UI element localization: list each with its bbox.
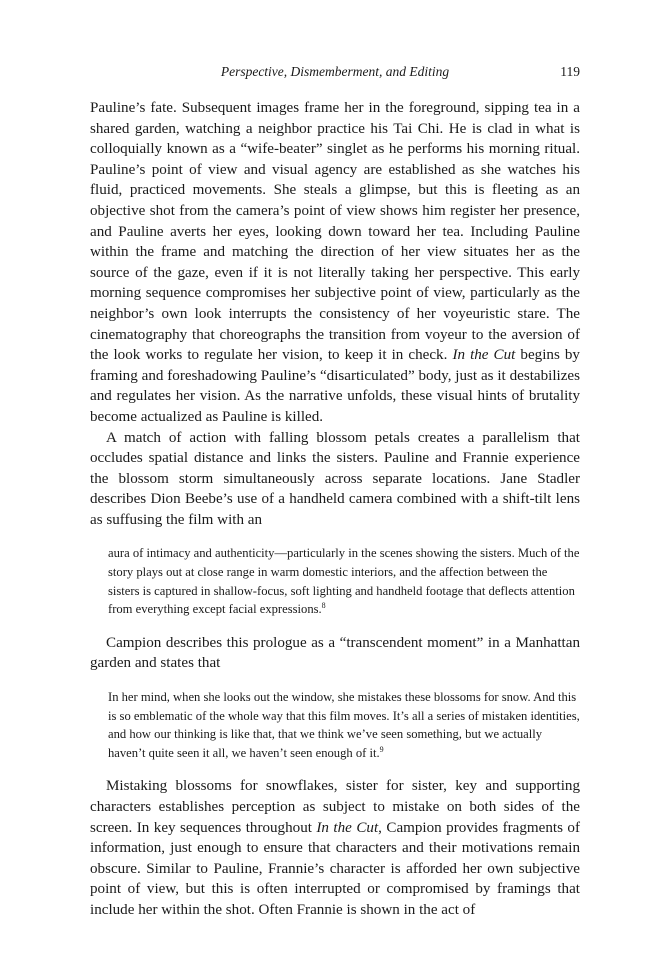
- running-title: Perspective, Dismemberment, and Editing: [220, 64, 450, 79]
- block-quote-campion-text: In her mind, when she looks out the window, she mistakes these blossoms for snow. And this is so emblematic of the whole way that this film moves. It’s all a series of mistaken identities, and how our thinking is like that, that we think we’ve seen something, but we actually haven’t quite seen it all, we haven’t seen enough of it.: [108, 690, 580, 760]
- footnote-ref-9: 9: [379, 744, 384, 754]
- paragraph-4-text-b: , Campion provides fragments of information, just enough to ensure that characters and their motivations remain obscure. Similar to Pauline, Frannie’s character is afforded her own subjective point of view, but this is often interrupted or compromised by framings that include her within the shot. Often Frannie is shown in the act of: [90, 819, 580, 918]
- footnote-ref-8: 8: [321, 601, 326, 611]
- paragraph-4: [90, 776, 580, 920]
- block-quote-stadler-text: aura of intimacy and authenticity—particularly in the scenes showing the sisters. Much of the story plays out at close range in warm domestic interiors, and the affection between the sisters is captured in shallow-focus, soft lighting and handheld footage that deflects attention from everything except facial expressions.: [108, 546, 580, 617]
- paragraph-4-text-a: Mistaking blossoms for snowflakes, sister for sister, key and supporting characters establishes perception as subject to mistake on both sides of the screen. In key sequences throughout: [90, 778, 580, 836]
- paragraph-1-text-a: Pauline’s fate. Subsequent images frame her in the foreground, sipping tea in a shared garden, watching a neighbor practice his Tai Chi. He is clad in what is colloquially known as a “wife-beater” singlet as he performs his morning ritual. Pauline’s point of view and visual agency are established as she watches his fluid, practiced movements. She steals a glimpse, but this is fleeting as an objective shot from the camera’s point of view shows him register her presence, and Pauline averts her eyes, looking down toward her tea. Including Pauline within the frame and matching the direction of her view situates her as the source of the gaze, even if it is not literally taking her perspective. This early morning sequence compromises her subjective point of view, particularly as the neighbor’s own look interrupts the consistency of her voyeuristic stare. The cinematography that choreographs the transition from voyeur to the aversion of the look works to regulate her vision, to keep it in check.: [90, 100, 580, 364]
- paragraph-3: Campion describes this prologue as a “transcendent moment” in a Manhattan garden and states that: [90, 634, 580, 672]
- paragraph-1: [90, 98, 580, 428]
- paragraph-2: A match of action with falling blossom petals creates a parallelism that occludes spatial distance and links the sisters. Pauline and Frannie experience the blossom storm simultaneously across separate locations. Jane Stadler describes Dion Beebe’s use of a handheld camera combined with a shift-tilt lens as suffusing the film with an: [90, 429, 580, 528]
- film-title-2: In the Cut: [316, 819, 379, 836]
- body-text: [90, 98, 580, 921]
- paragraph-1-text-b: begins by framing and foreshadowing Pauline’s “disarticulated” body, just as it destabilizes and regulates her vision. As the narrative unfolds, these visual hints of brutality become actualized as Pauline is killed.: [90, 347, 580, 425]
- block-quote-campion: [108, 688, 580, 762]
- block-quote-stadler: [108, 544, 580, 618]
- book-page: [90, 62, 580, 921]
- running-head: [90, 62, 580, 88]
- page-number: 119: [560, 64, 580, 79]
- film-title: In the Cut: [452, 347, 516, 364]
